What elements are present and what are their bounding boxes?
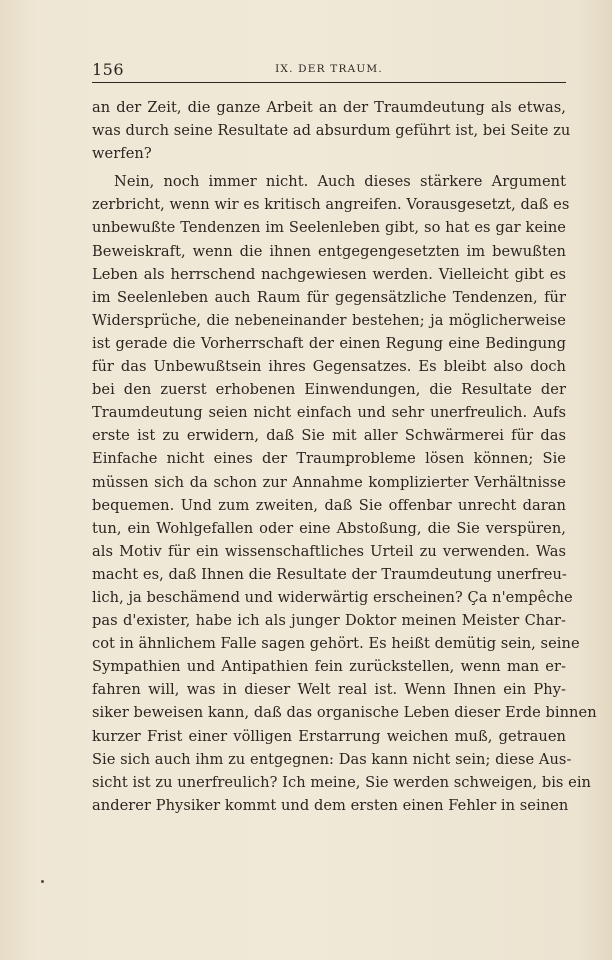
text-line: werfen? [92, 145, 152, 163]
text-line: bei den zuerst erhobenen Einwendungen, die Resultate der [92, 381, 566, 399]
text-line: Leben als herrschend nachgewiesen werden. Vielleicht gibt es [92, 265, 566, 283]
text-line: müssen sich da schon zur Annahme komplizierter Verhältnisse [92, 473, 566, 491]
text-line: an der Zeit, die ganze Arbeit an der Traumdeutung als etwas, [92, 99, 566, 116]
text-line: sicht ist zu unerfreulich? Ich meine, Sie werden schweigen, bis ein [92, 773, 592, 791]
text-line: erste ist zu erwidern, daß Sie mit aller Schwärmerei für das [92, 427, 566, 445]
header-rule [92, 82, 566, 83]
text-line: siker beweisen kann, daß das organische Leben dieser Erde binnen [92, 704, 597, 722]
text-line: cot in ähnlichem Falle sagen gehört. Es heißt demütig sein, seine [92, 635, 580, 653]
text-line: macht es, daß Ihnen die Resultate der Traumdeutung unerfreu- [92, 565, 567, 583]
text-line: lich, ja beschämend und widerwärtig erscheinen? Ça n'empêche [92, 588, 573, 606]
text-line: für das Unbewußtsein ihres Gegensatzes. Es bleibt also doch [92, 358, 566, 376]
text-line: pas d'exister, habe ich als junger Doktor meinen Meister Char- [92, 612, 566, 630]
page-header [92, 58, 566, 80]
text-line: Sie sich auch ihm zu entgegnen: Das kann nicht sein; diese Aus- [92, 750, 572, 768]
text-line: fahren will, was in dieser Welt real ist. Wenn Ihnen ein Phy- [92, 681, 566, 699]
text-line: Sympathien und Antipathien fein zurückstellen, wenn man er- [92, 658, 566, 676]
text-line: unbewußte Tendenzen im Seelenleben gibt, so hat es gar keine [92, 219, 566, 237]
text-line: Beweiskraft, wenn die ihnen entgegengesetzten im bewußten [92, 242, 566, 260]
text-line: anderer Physiker kommt und dem ersten einen Fehler in seinen [92, 796, 569, 814]
body-text [92, 96, 597, 817]
text-line: Traumdeutung seien nicht einfach und sehr unerfreulich. Aufs [92, 404, 566, 422]
running-head: IX. DER TRAUM. [275, 63, 383, 75]
paper-speck [41, 880, 44, 883]
text-line: tun, ein Wohlgefallen oder eine Abstoßung, die Sie verspüren, [92, 519, 566, 537]
page-number: 156 [92, 60, 125, 79]
text-line: Nein, noch immer nicht. Auch dieses stärkere Argument [114, 173, 566, 191]
text-line: was durch seine Resultate ad absurdum geführt ist, bei Seite zu [92, 122, 571, 140]
text-line: Widersprüche, die nebeneinander bestehen; ja möglicherweise [92, 311, 566, 329]
text-line: ist gerade die Vorherrschaft der einen Regung eine Bedingung [92, 334, 566, 352]
text-line: bequemen. Und zum zweiten, daß Sie offenbar unrecht daran [92, 496, 566, 514]
text-line: kurzer Frist einer völligen Erstarrung weichen muß, getrauen [92, 727, 566, 745]
text-line: zerbricht, wenn wir es kritisch angreifen. Vorausgesetzt, daß es [92, 196, 570, 214]
text-line: als Motiv für ein wissenschaftliches Urteil zu verwenden. Was [92, 542, 566, 560]
text-line: im Seelenleben auch Raum für gegensätzliche Tendenzen, für [92, 288, 566, 306]
text-line: Einfache nicht eines der Traumprobleme lösen können; Sie [92, 450, 566, 468]
